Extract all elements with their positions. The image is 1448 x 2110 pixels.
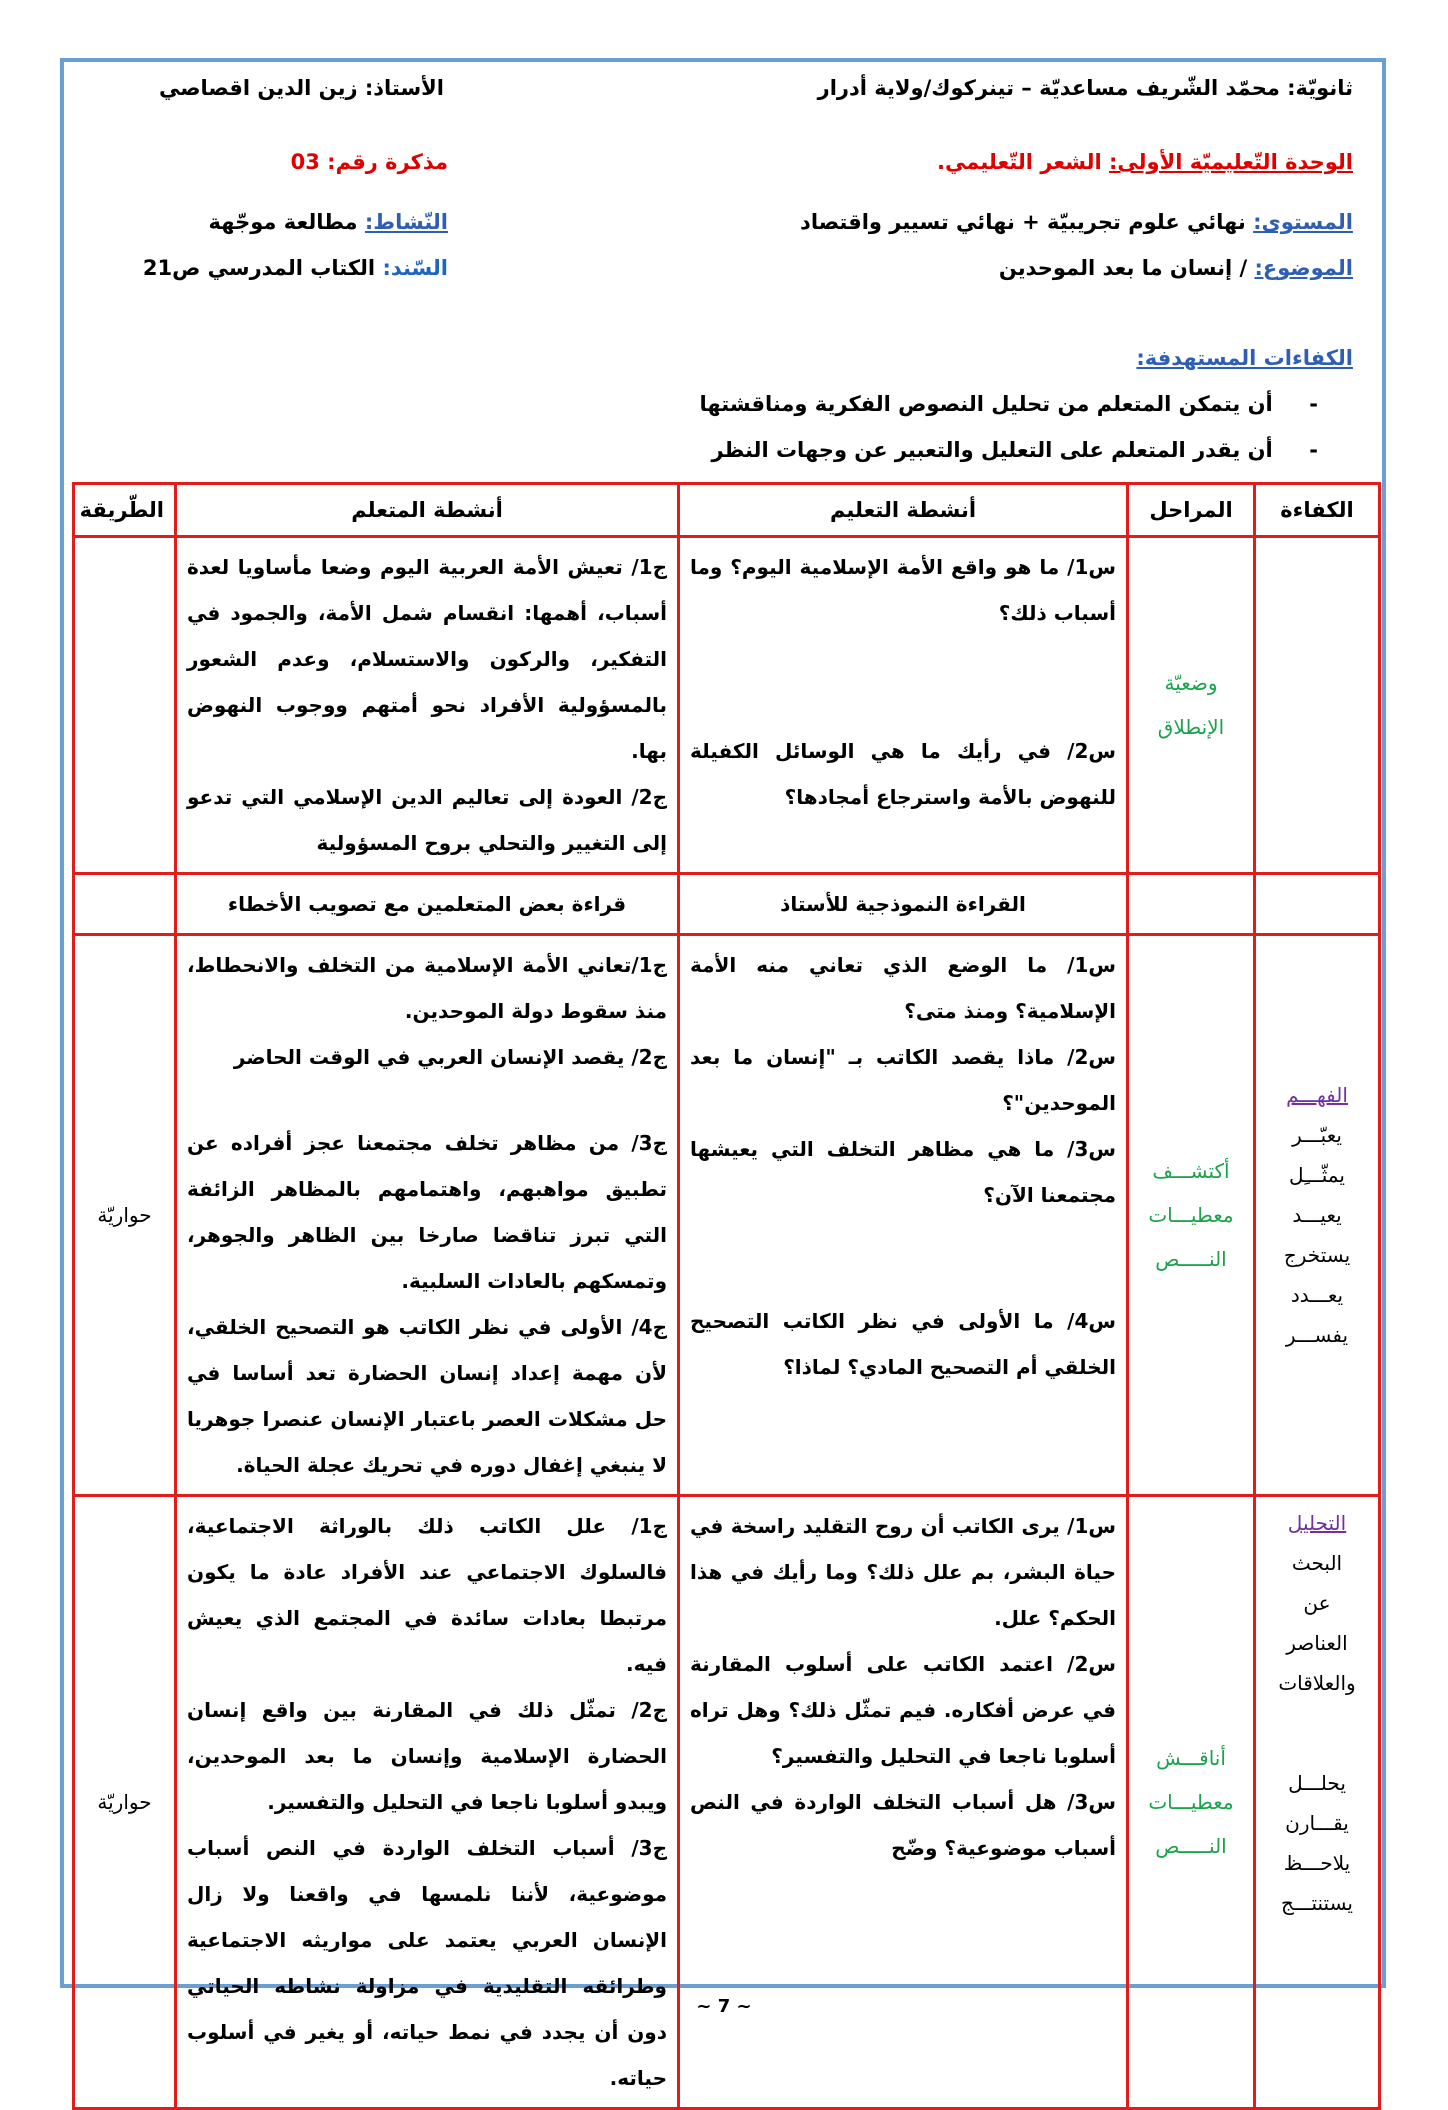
learning-cell: قراءة بعض المتعلمين مع تصويب الأخطاء <box>176 874 679 935</box>
competency-cell <box>1255 935 1380 1496</box>
stage-cell <box>1128 874 1255 935</box>
stage-text: أكتشـــف <box>1152 1159 1230 1183</box>
competency-item: - أن يقدر المتعلم على التعليل والتعبير عن وجهات النظر <box>711 438 1318 462</box>
stage-text: الإنطلاق <box>1157 715 1225 739</box>
competency-verb: البحث <box>1291 1551 1343 1575</box>
teacher-name: الأستاذ: زين الدين اقصاصي <box>159 76 444 100</box>
teaching-cell <box>679 537 1128 874</box>
learning-cell <box>176 537 679 874</box>
competency-text: أن يتمكن المتعلم من تحليل النصوص الفكرية ومناقشتها <box>699 392 1273 416</box>
method-cell: حواريّة <box>74 1496 176 2109</box>
method-cell <box>74 537 176 874</box>
competency-text: أن يقدر المتعلم على التعليل والتعبير عن وجهات النظر <box>711 438 1273 462</box>
competency-verb: يفســـر <box>1285 1323 1349 1347</box>
method-cell <box>74 874 176 935</box>
level-label: المستوى: <box>1253 210 1353 234</box>
method-cell: حواريّة <box>74 935 176 1496</box>
question: س1/ يرى الكاتب أن روح التقليد راسخة في حياة البشر، بم علل ذلك؟ وما رأيك في هذا الحكم؟ علل. <box>690 1514 1116 1630</box>
question: س4/ ما الأولى في نظر الكاتب التصحيح الخلقي أم التصحيح المادي؟ لماذا؟ <box>690 1309 1116 1379</box>
competency-cell <box>1255 537 1380 874</box>
activity <box>209 210 448 234</box>
competency-verb: العناصر <box>1286 1631 1348 1655</box>
activity-value: مطالعة موجّهة <box>208 210 365 234</box>
source <box>143 256 448 280</box>
topic-label: الموضوع: <box>1254 256 1353 280</box>
source-label: السّند: <box>382 256 448 280</box>
answer: ج3/ أسباب التخلف الواردة في النص أسباب موضوعية، لأننا نلمسها في واقعنا ولا زال الإنسان العربي يعتمد على مواريثه الاجتماعية وطرائقه التقليدية في مزاولة نشاطه الحياتي دون أن يجدد في نمط حياته، أو يغير في أسلوب حياته. <box>187 1836 667 2090</box>
question: س2/ ماذا يقصد الكاتب بـ "إنسان ما بعد الموحدين"؟ <box>690 1045 1116 1115</box>
competency-cell <box>1255 874 1380 935</box>
stage-text: معطيـــات <box>1148 1203 1234 1227</box>
competency-verb: والعلاقات <box>1278 1671 1356 1695</box>
answer: ج1/ علل الكاتب ذلك بالوراثة الاجتماعية، فالسلوك الاجتماعي عند الأفراد عادة ما يكون مرتبطا بعادات سائدة في المجتمع الذي يعيش فيه. <box>187 1514 667 1676</box>
competency-verb: يمثّـــِل <box>1289 1163 1345 1187</box>
header-method: الطّريقة <box>74 484 176 537</box>
competencies-title: الكفاءات المستهدفة: <box>1136 346 1353 370</box>
question: س3/ هل أسباب التخلف الواردة في النص أسباب موضوعية؟ وضّح <box>690 1790 1116 1860</box>
competency-verb: يقـــارن <box>1285 1811 1349 1835</box>
lesson-table <box>72 482 1381 2110</box>
question: س1/ ما الوضع الذي تعاني منه الأمة الإسلامية؟ ومنذ متى؟ <box>690 953 1116 1023</box>
source-value: الكتاب المدرسي ص21 <box>142 256 383 280</box>
header-teaching: أنشطة التعليم <box>679 484 1128 537</box>
table-header-row <box>74 484 1380 537</box>
topic <box>999 256 1353 280</box>
header-stages: المراحل <box>1128 484 1255 537</box>
competency-verb: يستخرج <box>1283 1243 1351 1267</box>
competency-title: الفهـــم <box>1286 1083 1348 1107</box>
stage-text: أناقـــش <box>1156 1746 1226 1770</box>
stage-text: النـــــص <box>1155 1834 1227 1858</box>
page-number: ~ 7 ~ <box>696 1996 752 2017</box>
question: س1/ ما هو واقع الأمة الإسلامية اليوم؟ وما أسباب ذلك؟ <box>690 555 1116 625</box>
question: س3/ ما هي مظاهر التخلف التي يعيشها مجتمعنا الآن؟ <box>690 1137 1116 1207</box>
table-row <box>74 935 1380 1496</box>
stage-cell <box>1128 537 1255 874</box>
unit-title <box>937 150 1353 174</box>
competency-verb: يعيـــد <box>1292 1203 1342 1227</box>
unit-value: الشعر التّعليمي. <box>937 150 1109 174</box>
learning-cell <box>176 935 679 1496</box>
activity-label: النّشاط: <box>364 210 448 234</box>
competency-verb: يعـــدد <box>1290 1283 1344 1307</box>
competency-title: التحليل <box>1287 1511 1347 1535</box>
header-competency: الكفاءة <box>1255 484 1380 537</box>
unit-label: الوحدة التّعليميّة الأولى: <box>1109 150 1353 174</box>
topic-value: / إنسان ما بعد الموحدين <box>998 256 1255 280</box>
stage-cell <box>1128 935 1255 1496</box>
teaching-cell <box>679 935 1128 1496</box>
answer: ج4/ الأولى في نظر الكاتب هو التصحيح الخلقي، لأن مهمة إعداد إنسان الحضارة تعد أساسا في حل مشكلات العصر باعتبار الإنسان عنصرا جوهريا لا ينبغي إغفال دوره في تحريك عجلة الحياة. <box>187 1315 667 1477</box>
stage-text: وضعيّة <box>1164 671 1218 695</box>
answer: ج2/ تمثّل ذلك في المقارنة بين واقع إنسان الحضارة الإسلامية وإنسان ما بعد الموحدين، ويبدو أسلوبا ناجعا في التحليل والتفسير. <box>187 1698 667 1814</box>
stage-text: معطيـــات <box>1148 1790 1234 1814</box>
answer: ج1/تعاني الأمة الإسلامية من التخلف والانحطاط، منذ سقوط دولة الموحدين. <box>187 953 667 1023</box>
competency-verb: يلاحـــظ <box>1283 1851 1351 1875</box>
answer: ج3/ من مظاهر تخلف مجتمعنا عجز أفراده عن تطبيق مواهبهم، واهتمامهم بالمظاهر الزائفة التي تبرز تناقضا صارخا بين الظاهر والجوهر، وتمسكهم بالعادات السلبية. <box>187 1131 667 1293</box>
competency-item: - أن يتمكن المتعلم من تحليل النصوص الفكرية ومناقشتها <box>699 392 1318 416</box>
table-row <box>74 874 1380 935</box>
school-name: ثانويّة: محمّد الشّريف مساعديّة – تينركوك/ولاية أدرار <box>817 76 1353 100</box>
question: س2/ اعتمد الكاتب على أسلوب المقارنة في عرض أفكاره. فيم تمثّل ذلك؟ وهل تراه أسلوبا ناجعا في التحليل والتفسير؟ <box>690 1652 1116 1768</box>
competency-verb: عن <box>1303 1591 1331 1615</box>
competency-verb: يحلـــل <box>1288 1771 1346 1795</box>
table-row <box>74 537 1380 874</box>
answer: ج1/ تعيش الأمة العربية اليوم وضعا مأساويا لعدة أسباب، أهمها: انقسام شمل الأمة، والجمود في التفكير، والركون والاستسلام، وعدم الشعور بالمسؤولية الأفراد نحو أمتهم ووجوب النهوض بها. <box>187 555 667 763</box>
question: س2/ في رأيك ما هي الوسائل الكفيلة للنهوض بالأمة واسترجاع أمجادها؟ <box>690 739 1116 809</box>
level <box>800 210 1353 234</box>
competency-verb: يعبّـــر <box>1292 1123 1342 1147</box>
competency-verb: يستنتـــج <box>1280 1891 1353 1915</box>
memo-number: مذكرة رقم: 03 <box>290 150 448 174</box>
level-value: نهائي علوم تجريبيّة + نهائي تسيير واقتصاد <box>800 210 1254 234</box>
answer: ج2/ يقصد الإنسان العربي في الوقت الحاضر <box>233 1045 667 1069</box>
header-learning: أنشطة المتعلم <box>176 484 679 537</box>
stage-text: النـــــص <box>1155 1247 1227 1271</box>
answer: ج2/ العودة إلى تعاليم الدين الإسلامي التي تدعو إلى التغيير والتحلي بروح المسؤولية <box>187 785 667 855</box>
teaching-cell: القراءة النموذجية للأستاذ <box>679 874 1128 935</box>
